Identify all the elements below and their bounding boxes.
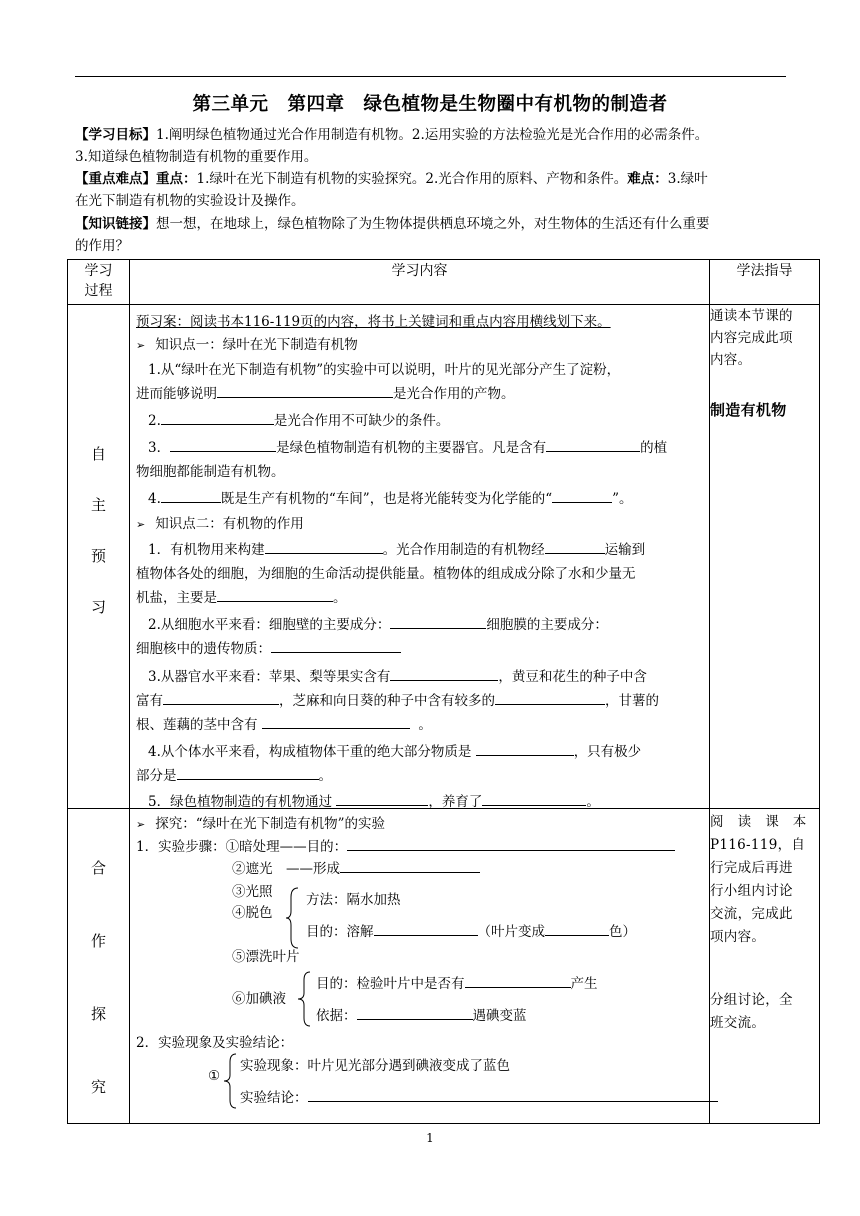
self-study-content bbox=[130, 305, 710, 809]
kp1-heading: ➢ 知识点一：绿叶在光下制造有机物 bbox=[136, 337, 358, 353]
keypoints-label: 【重点难点】 bbox=[75, 171, 156, 187]
self-study-guide: 通读本节课的 内容完成此项 内容。 制造有机物 bbox=[710, 305, 820, 809]
kp2-heading: ➢ 知识点二：有机物的作用 bbox=[136, 516, 304, 532]
blank-r3d[interactable] bbox=[262, 714, 410, 729]
blank-dissolve[interactable] bbox=[374, 921, 478, 936]
blank-r3c[interactable] bbox=[495, 690, 605, 705]
r5-line: 5．绿色植物制造的有机物通过 ，养育了 。 bbox=[148, 790, 600, 810]
blank-r1a[interactable] bbox=[265, 539, 383, 554]
result-number: ① bbox=[208, 1068, 221, 1084]
guide-highlight: 制造有机物 bbox=[710, 401, 787, 419]
q3-line-b: 物细胞都能制造有机物。 bbox=[136, 464, 285, 480]
blank-r4a[interactable] bbox=[476, 741, 574, 756]
step3-line: ③光照 bbox=[232, 884, 273, 900]
blank-q3a[interactable] bbox=[170, 437, 276, 452]
brace-icon bbox=[286, 887, 300, 949]
arrow-bullet-icon: ➢ bbox=[136, 339, 146, 352]
blank-conclusion[interactable] bbox=[308, 1087, 718, 1102]
q1-line-b: 进而能够说明 是光合作用的产物。 bbox=[136, 382, 515, 402]
preview-instruction: 预习案：阅读书本116-119页的内容，将书上关键词和重点内容用横线划下来。 bbox=[136, 314, 611, 330]
page-number: 1 bbox=[426, 1131, 434, 1145]
q1-line-a: 1.从“绿叶在光下制造有机物”的实验中可以说明，叶片的见光部分产生了淀粉， bbox=[148, 362, 621, 378]
result-phenomenon: 实验现象：叶片见光部分遇到碘液变成了蓝色 bbox=[240, 1058, 510, 1074]
r3-line-c: 根、莲藕的茎中含有 。 bbox=[136, 713, 432, 733]
step5-line: ⑤漂洗叶片 bbox=[232, 949, 300, 965]
key-text: 1.绿叶在光下制造有机物的实验探究。2.光合作用的原料、产物和条件。 bbox=[196, 171, 628, 187]
study-table bbox=[67, 259, 820, 1124]
blank-r4b[interactable] bbox=[177, 765, 319, 780]
step6-basis: 依据： 遇碘变蓝 bbox=[316, 1004, 527, 1024]
keypoints-line-2: 在光下制造有机物的实验设计及操作。 bbox=[75, 193, 305, 209]
result-label: 2．实验现象及实验结论： bbox=[136, 1035, 294, 1051]
r1-line: 1．有机物用来构建 。光合作用制造的有机物经 运输到 bbox=[148, 538, 645, 558]
blank-starch[interactable] bbox=[465, 973, 571, 988]
blank-q1[interactable] bbox=[217, 383, 393, 398]
blank-r3b[interactable] bbox=[163, 690, 279, 705]
header-process: 学习 过程 bbox=[68, 260, 130, 305]
objectives-text-1: 1.阐明绿色植物通过光合作用制造有机物。2.运用实验的方法检验光是光合作用的必需条件。 bbox=[156, 127, 709, 143]
blank-r1b[interactable] bbox=[545, 539, 605, 554]
coop-content bbox=[130, 809, 710, 1124]
blank-q4b[interactable] bbox=[552, 488, 612, 503]
self-study-row bbox=[68, 305, 820, 809]
page-title: 第三单元 第四章 绿色植物是生物圈中有机物的制造者 bbox=[192, 94, 668, 115]
link-text-1: 想一想，在地球上，绿色植物除了为生物体提供栖息环境之外，对生物体的生活还有什么重要 bbox=[156, 216, 710, 232]
hard-text: 3.绿叶 bbox=[667, 171, 708, 187]
objectives-line-2: 3.知道绿色植物制造有机物的重要作用。 bbox=[75, 149, 318, 165]
link-line-2: 的作用？ bbox=[75, 238, 129, 254]
step4-purpose: 目的：溶解 （叶片变成 色） bbox=[306, 920, 636, 940]
step6-purpose: 目的：检验叶片中是否有 产生 bbox=[316, 972, 598, 992]
header-guide: 学法指导 bbox=[710, 260, 820, 305]
r2-line: 2.从细胞水平来看：细胞壁的主要成分： 细胞膜的主要成分： bbox=[148, 613, 608, 633]
r3-line-b: 富有 ，芝麻和向日葵的种子中含有较多的 ，甘薯的 bbox=[136, 689, 659, 709]
q3-line: 3． 是绿色植物制造有机物的主要器官。凡是含有 的植 bbox=[148, 436, 667, 456]
objectives-line-1 bbox=[75, 125, 789, 146]
r1-line-c: 机盐，主要是 。 bbox=[136, 586, 347, 606]
step6-label: ⑥加碘液 bbox=[232, 991, 286, 1007]
step2-line: ②遮光 ——形成 bbox=[232, 857, 480, 877]
keypoints-line-1 bbox=[75, 169, 789, 190]
blank-r3a[interactable] bbox=[390, 666, 498, 681]
result-conclusion: 实验结论： bbox=[240, 1086, 718, 1106]
step4-label: ④脱色 bbox=[232, 905, 273, 921]
q4-line: 4. 既是生产有机物的“车间”，也是将光能转变为化学能的“ ”。 bbox=[148, 487, 633, 507]
blank-r5a[interactable] bbox=[336, 791, 428, 806]
blank-r2b[interactable] bbox=[271, 638, 401, 653]
blank-basis[interactable] bbox=[357, 1005, 473, 1020]
key-label: 重点： bbox=[156, 171, 197, 187]
objectives-label: 【学习目标】 bbox=[75, 127, 156, 143]
blank-shading[interactable] bbox=[340, 858, 480, 873]
blank-q3b[interactable] bbox=[546, 437, 640, 452]
q2-line: 2. 是光合作用不可缺少的条件。 bbox=[148, 409, 449, 429]
coop-row bbox=[68, 809, 820, 1124]
r4-line: 4.从个体水平来看，构成植物体干重的绝大部分物质是 ，只有极少 bbox=[148, 740, 641, 760]
r1-line-b: 植物体各处的细胞，为细胞的生命活动提供能量。植物体的组成成分除了水和少量无 bbox=[136, 566, 636, 582]
blank-r1c[interactable] bbox=[217, 587, 333, 602]
r4-line-b: 部分是 。 bbox=[136, 764, 332, 784]
brace-icon bbox=[298, 971, 312, 1027]
blank-leaf-color[interactable] bbox=[545, 921, 609, 936]
r3-line: 3.从器官水平来看：苹果、梨等果实含有 ，黄豆和花生的种子中含 bbox=[148, 665, 647, 685]
r2-line-b: 细胞核中的遗传物质： bbox=[136, 637, 401, 657]
step1-line: 1．实验步骤：①暗处理——目的： bbox=[136, 835, 675, 855]
header-rule bbox=[75, 76, 786, 77]
stage-self-study: 自 主 预 习 bbox=[68, 305, 130, 809]
blank-q4a[interactable] bbox=[161, 488, 221, 503]
link-line-1 bbox=[75, 214, 789, 235]
blank-r2a[interactable] bbox=[390, 614, 486, 629]
link-label: 【知识链接】 bbox=[75, 216, 156, 232]
brace-icon bbox=[224, 1053, 238, 1109]
inquiry-heading: ➢ 探究：“绿叶在光下制造有机物”的实验 bbox=[136, 816, 386, 832]
arrow-bullet-icon: ➢ bbox=[136, 518, 146, 531]
step4-method: 方法：隔水加热 bbox=[306, 892, 401, 908]
hard-label: 难点： bbox=[627, 171, 668, 187]
blank-r5b[interactable] bbox=[482, 791, 586, 806]
header-content: 学习内容 bbox=[130, 260, 710, 305]
arrow-bullet-icon: ➢ bbox=[136, 818, 146, 831]
table-header-row bbox=[68, 260, 820, 305]
coop-guide: 阅 读 课 本 P116-119，自 行完成后再进 行小组内讨论 交流，完成此 项内容。 分组讨论，全 班交流。 bbox=[710, 809, 820, 1124]
blank-dark-purpose[interactable] bbox=[347, 836, 675, 851]
stage-coop: 合 作 探 究 bbox=[68, 809, 130, 1124]
blank-q2[interactable] bbox=[161, 410, 274, 425]
